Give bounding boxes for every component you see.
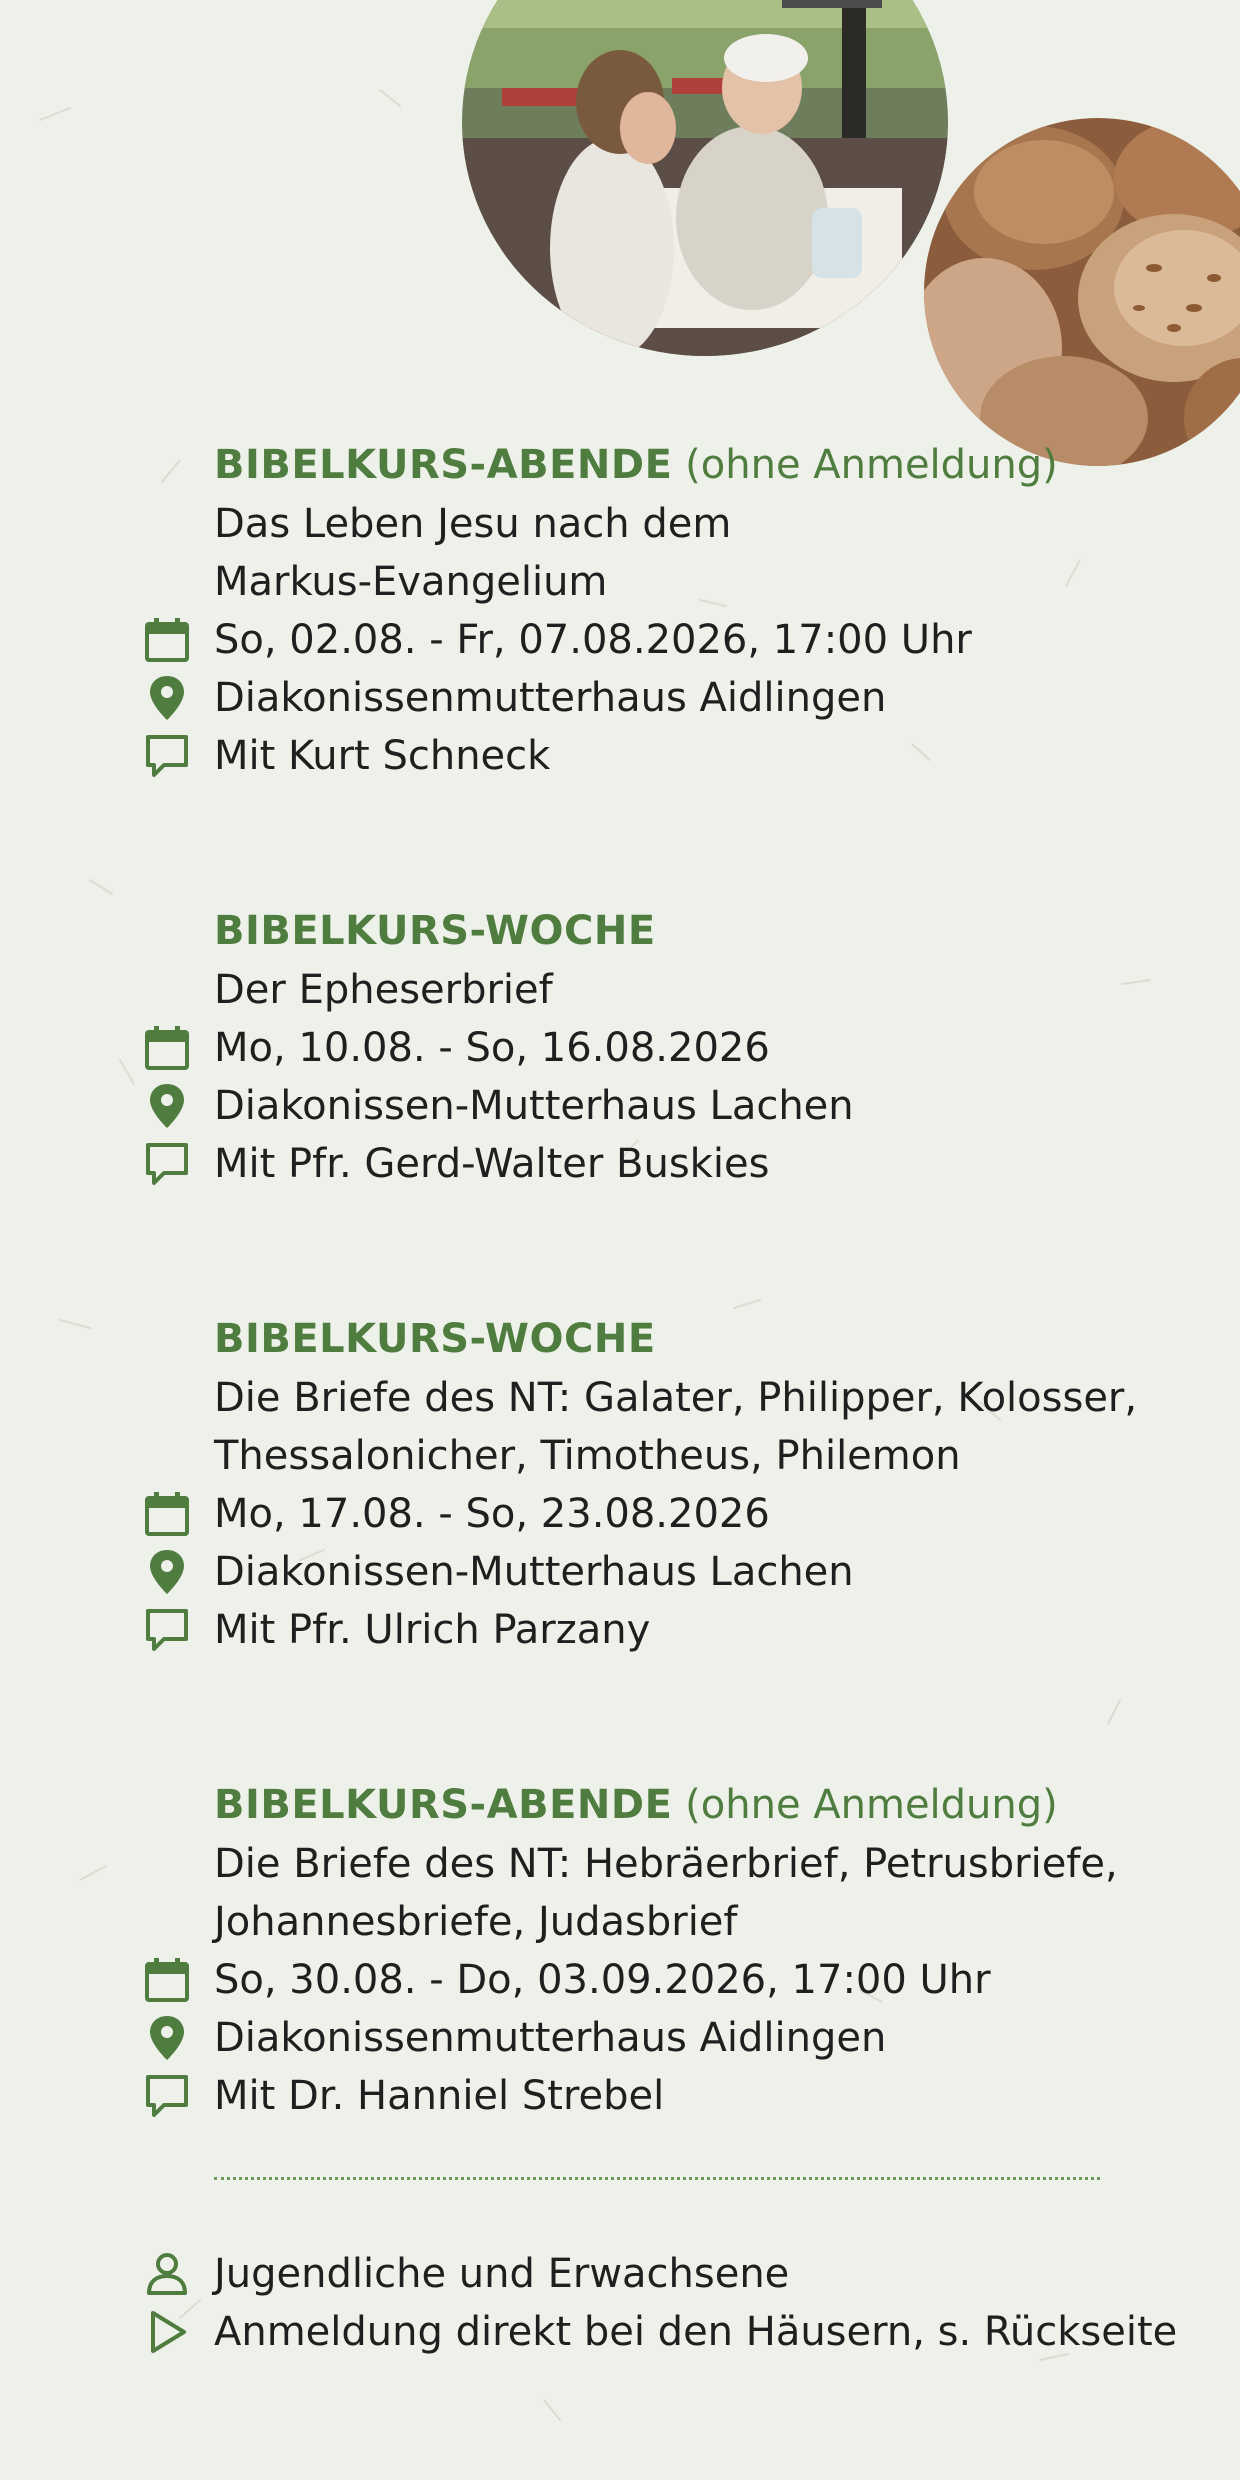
event-name: BIBELKURS-ABENDE [214, 442, 673, 488]
location-pin-icon [142, 2013, 192, 2063]
event-description: Thessalonicher, Timotheus, Philemon [214, 1433, 961, 1479]
event-name: BIBELKURS-WOCHE [214, 1316, 656, 1362]
event-title [214, 1310, 656, 1368]
event-title [214, 902, 656, 960]
event-location: Diakonissenmutterhaus Aidlingen [214, 675, 887, 721]
event-speaker: Mit Kurt Schneck [214, 733, 551, 779]
speech-bubble-icon [142, 2071, 192, 2121]
event-date: Mo, 17.08. - So, 23.08.2026 [214, 1491, 770, 1537]
event-date: Mo, 10.08. - So, 16.08.2026 [214, 1025, 770, 1071]
calendar-icon [142, 615, 192, 665]
person-icon [142, 2249, 192, 2299]
play-arrow-icon [142, 2307, 192, 2357]
event-location: Diakonissenmutterhaus Aidlingen [214, 2015, 887, 2061]
event-location: Diakonissen-Mutterhaus Lachen [214, 1549, 854, 1595]
audience-text: Jugendliche und Erwachsene [214, 2251, 790, 2297]
event-description: Johannesbriefe, Judasbrief [214, 1899, 738, 1945]
event-note: (ohne Anmeldung) [685, 1782, 1058, 1828]
event-note: (ohne Anmeldung) [685, 442, 1058, 488]
location-pin-icon [142, 1547, 192, 1597]
event-title [214, 1776, 1058, 1834]
calendar-icon [142, 1489, 192, 1539]
event-title [214, 436, 1058, 494]
event-date: So, 02.08. - Fr, 07.08.2026, 17:00 Uhr [214, 617, 972, 663]
event-description: Der Epheserbrief [214, 967, 553, 1013]
event-speaker: Mit Dr. Hanniel Strebel [214, 2073, 665, 2119]
registration-text: Anmeldung direkt bei den Häusern, s. Rückseite [214, 2309, 1178, 2355]
event-date: So, 30.08. - Do, 03.09.2026, 17:00 Uhr [214, 1957, 991, 2003]
event-name: BIBELKURS-ABENDE [214, 1782, 673, 1828]
calendar-icon [142, 1955, 192, 2005]
event-location: Diakonissen-Mutterhaus Lachen [214, 1083, 854, 1129]
speech-bubble-icon [142, 731, 192, 781]
calendar-icon [142, 1023, 192, 1073]
location-pin-icon [142, 673, 192, 723]
speech-bubble-icon [142, 1139, 192, 1189]
event-speaker: Mit Pfr. Gerd-Walter Buskies [214, 1141, 770, 1187]
speech-bubble-icon [142, 1605, 192, 1655]
event-description: Markus-Evangelium [214, 559, 608, 605]
event-speaker: Mit Pfr. Ulrich Parzany [214, 1607, 651, 1653]
location-pin-icon [142, 1081, 192, 1131]
event-name: BIBELKURS-WOCHE [214, 908, 656, 954]
event-description: Die Briefe des NT: Galater, Philipper, Kolosser, [214, 1375, 1138, 1421]
event-description: Das Leben Jesu nach dem [214, 501, 732, 547]
dotted-divider [214, 2177, 1100, 2180]
event-description: Die Briefe des NT: Hebräerbrief, Petrusbriefe, [214, 1841, 1118, 1887]
